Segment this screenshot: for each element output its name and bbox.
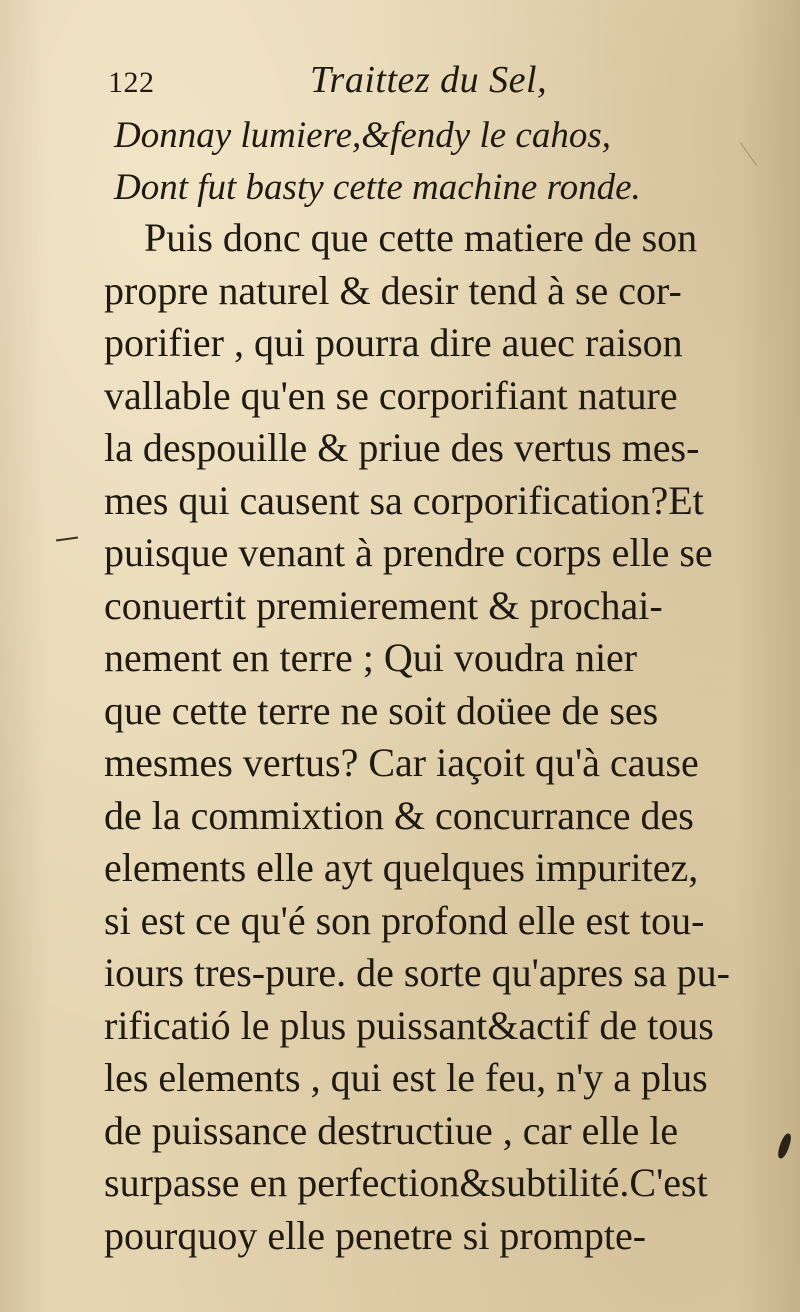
text-line: mesmes vertus? Car iaçoit qu'à cause xyxy=(104,740,699,785)
text-line: iours tres-pure. de sorte qu'apres sa pu- xyxy=(104,950,730,995)
text-line: propre naturel & desir tend à se cor- xyxy=(104,267,682,313)
page-number: 122 xyxy=(108,66,155,99)
paper-crease xyxy=(740,142,757,166)
text-line: surpasse en perfection&subtilité.C'est xyxy=(104,1160,708,1205)
text-line: que cette terre ne soit doüee de ses xyxy=(104,687,659,733)
text-line: si est ce qu'é son profond elle est tou- xyxy=(104,897,705,943)
verse-line: Dont fut basty cette machine ronde. xyxy=(114,167,641,208)
text-line: vallable qu'en se corporifiant nature xyxy=(104,372,678,418)
text-line: de la commixtion & concurrance des xyxy=(104,792,694,838)
text-line: de puissance destructiue , car elle le xyxy=(104,1107,679,1153)
ink-blot xyxy=(776,1132,793,1160)
running-title: Traittez du Sel, xyxy=(310,59,548,101)
text-line: conuertit premierement & prochai- xyxy=(104,582,663,628)
body-text xyxy=(104,212,744,1262)
text-line: mes qui causent sa corporification?Et xyxy=(104,477,704,523)
text-line: puisque venant à prendre corps elle se xyxy=(104,530,713,575)
text-line: rificatió le plus puissant&actif de tous xyxy=(104,1002,714,1048)
text-line: les elements , qui est le feu, n'y a plus xyxy=(104,1055,708,1100)
text-line: porifier , qui pourra dire auec raison xyxy=(104,320,683,365)
text-line: pourquoy elle penetre si prompte- xyxy=(104,1212,647,1258)
page-header xyxy=(108,58,708,108)
margin-mark xyxy=(56,536,78,541)
verse-line: Donnay lumiere,&fendy le cahos, xyxy=(114,115,611,156)
text-line: elements elle ayt quelques impuritez, xyxy=(104,845,699,890)
text-line: la despouille & priue des vertus mes- xyxy=(104,425,700,470)
text-line: Puis donc que cette matiere de son xyxy=(144,215,698,260)
text-line: nement en terre ; Qui voudra nier xyxy=(104,635,638,680)
